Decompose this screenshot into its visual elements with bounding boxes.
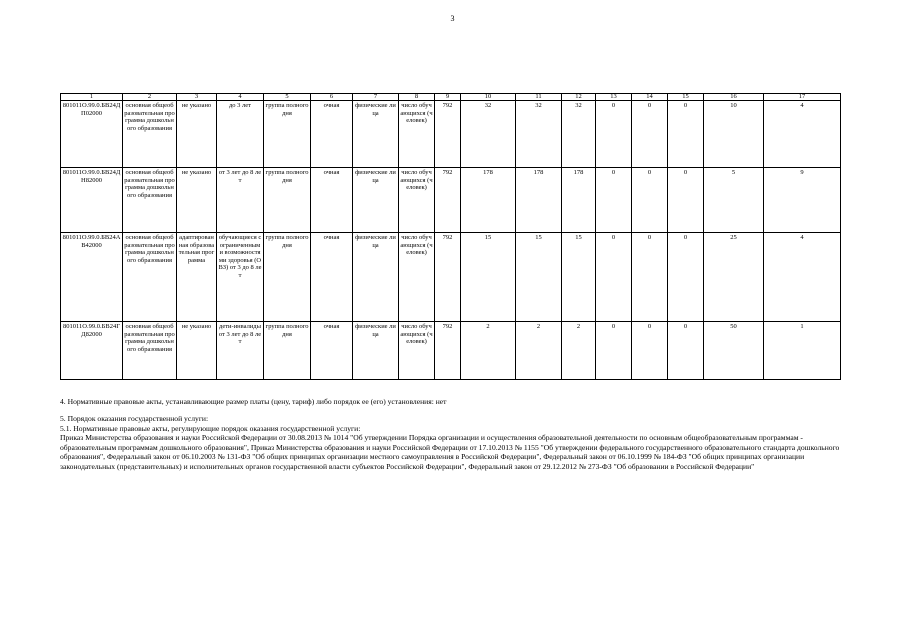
table-cell: 0 <box>632 322 668 380</box>
table-cell: не указано <box>177 168 217 233</box>
table-cell: 178 <box>516 168 562 233</box>
page-number: 3 <box>450 14 455 23</box>
table-cell: физические лица <box>353 233 399 322</box>
table-cell: 0 <box>668 233 704 322</box>
table-cell: 0 <box>596 322 632 380</box>
table-cell: очная <box>311 322 353 380</box>
table-cell: 10 <box>704 101 764 168</box>
table-cell: группа полного дня <box>264 101 311 168</box>
column-number: 11 <box>516 94 562 101</box>
table-cell: основная общеобразовательная программа дошкольного образования <box>123 168 177 233</box>
table-cell: 0 <box>596 168 632 233</box>
table-cell: физические лица <box>353 168 399 233</box>
table-cell: 792 <box>435 168 461 233</box>
table-cell: 0 <box>596 101 632 168</box>
table-cell: адаптированная образовательная программа <box>177 233 217 322</box>
table-cell: основная общеобразовательная программа дошкольного образования <box>123 101 177 168</box>
table-cell: очная <box>311 233 353 322</box>
table-cell: 2 <box>516 322 562 380</box>
column-number: 9 <box>435 94 461 101</box>
column-number: 16 <box>704 94 764 101</box>
table-cell: 792 <box>435 322 461 380</box>
column-number-row <box>61 94 841 101</box>
column-number: 1 <box>61 94 123 101</box>
table-cell: 801011О.99.0.БВ24АВ42000 <box>61 233 123 322</box>
table-cell: 178 <box>562 168 596 233</box>
table-cell: 9 <box>764 168 841 233</box>
table-cell: 0 <box>632 101 668 168</box>
table-cell: 0 <box>668 322 704 380</box>
table-cell: физические лица <box>353 322 399 380</box>
table-cell: основная общеобразовательная программа дошкольного образования <box>123 322 177 380</box>
table-cell: 0 <box>632 233 668 322</box>
table-cell: не указано <box>177 101 217 168</box>
section-5 <box>60 414 850 472</box>
table-cell: 2 <box>562 322 596 380</box>
table-cell: 2 <box>461 322 516 380</box>
column-number: 2 <box>123 94 177 101</box>
column-number: 17 <box>764 94 841 101</box>
table-cell: 0 <box>668 168 704 233</box>
table-cell: 801011О.99.0.БВ24ДН82000 <box>61 168 123 233</box>
table-cell: 32 <box>562 101 596 168</box>
section-5-1-title: 5.1. Нормативные правовые акты, регулирующие порядок оказания государственной услуги: <box>60 423 361 433</box>
table-cell: число обучающихся (человек) <box>399 168 435 233</box>
table-cell: 792 <box>435 101 461 168</box>
table-cell: 32 <box>516 101 562 168</box>
table-cell: основная общеобразовательная программа дошкольного образования <box>123 233 177 322</box>
table-cell: физические лица <box>353 101 399 168</box>
table-cell: 15 <box>461 233 516 322</box>
table-cell: группа полного дня <box>264 233 311 322</box>
table-cell: 15 <box>562 233 596 322</box>
column-number: 5 <box>264 94 311 101</box>
table-cell: дети-инвалиды от 3 лет до 8 лет <box>217 322 264 380</box>
table-cell: число обучающихся (человек) <box>399 322 435 380</box>
table-row <box>61 168 841 233</box>
table-cell: группа полного дня <box>264 322 311 380</box>
table-cell: не указано <box>177 322 217 380</box>
service-volume-table <box>60 93 841 380</box>
column-number: 3 <box>177 94 217 101</box>
table-cell: группа полного дня <box>264 168 311 233</box>
table-cell: 0 <box>668 101 704 168</box>
table-cell: 1 <box>764 322 841 380</box>
table-cell: 25 <box>704 233 764 322</box>
table-cell: 801011О.99.0.БВ24ГД82000 <box>61 322 123 380</box>
table-cell: от 3 лет до 8 лет <box>217 168 264 233</box>
column-number: 10 <box>461 94 516 101</box>
table-row <box>61 233 841 322</box>
section-5-1-body: Приказ Министерства образования и науки Российской Федерации от 30.08.2013 № 1014 "Об утверждении Порядка организации и осуществления образовательной деятельности по основным общеобразовательным программам - образовательным программам дошкольного образования", Приказ Министерства образования и науки Российской Федерации от 17.10.2013 № 1155 "Об утверждении федерального государственного образовательного стандарта дошкольного образования", Федеральный закон от 06.10.2003 № 131-ФЗ "Об общих принципах организации местного самоуправления в Российской Федерации", Федеральный закон от 06.10.1999 № 184-ФЗ "Об общих принципах организации законодательных (представительных) и исполнительных органов государственной власти субъектов Российской Федерации", Федеральный закон от 29.12.2012 № 273-ФЗ "Об образовании в Российской Федерации" <box>60 433 840 471</box>
section-5-title: 5. Порядок оказания государственной услуги: <box>60 414 209 423</box>
column-number: 7 <box>353 94 399 101</box>
table-cell: число обучающихся (человек) <box>399 101 435 168</box>
column-number: 8 <box>399 94 435 101</box>
table-cell: 801011О.99.0.БВ24ДП02000 <box>61 101 123 168</box>
section-4 <box>60 397 850 407</box>
table-cell: 0 <box>596 233 632 322</box>
table-cell: 178 <box>461 168 516 233</box>
table-row <box>61 322 841 380</box>
table-cell: очная <box>311 168 353 233</box>
table-cell: 50 <box>704 322 764 380</box>
table-cell: 0 <box>632 168 668 233</box>
column-number: 12 <box>562 94 596 101</box>
table-cell: очная <box>311 101 353 168</box>
column-number: 6 <box>311 94 353 101</box>
section-4-text: 4. Нормативные правовые акты, устанавливающие размер платы (цену, тариф) либо порядок ее (его) установления: нет <box>60 397 447 406</box>
table-cell: до 3 лет <box>217 101 264 168</box>
table-cell: 4 <box>764 233 841 322</box>
column-number: 14 <box>632 94 668 101</box>
table-cell: число обучающихся (человек) <box>399 233 435 322</box>
table-row <box>61 101 841 168</box>
table-cell: 4 <box>764 101 841 168</box>
column-number: 13 <box>596 94 632 101</box>
table-cell: 792 <box>435 233 461 322</box>
table-cell: 32 <box>461 101 516 168</box>
table-cell: 15 <box>516 233 562 322</box>
column-number: 4 <box>217 94 264 101</box>
column-number: 15 <box>668 94 704 101</box>
table-cell: обучающиеся с ограниченными возможностями здоровья (ОВЗ) от 3 до 8 лет <box>217 233 264 322</box>
table-cell: 5 <box>704 168 764 233</box>
